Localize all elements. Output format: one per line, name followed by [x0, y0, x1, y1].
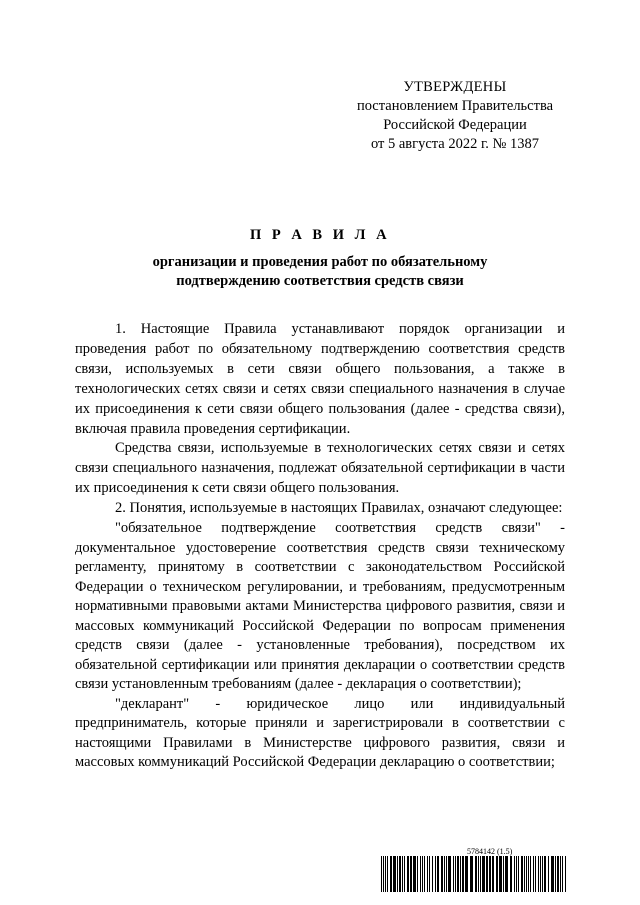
barcode-bar: [565, 856, 566, 892]
barcode-bar: [503, 856, 504, 892]
barcode-bar: [542, 856, 543, 892]
barcode-bar: [455, 856, 456, 892]
barcode-bar: [518, 856, 519, 892]
barcode-bar: [393, 856, 396, 892]
barcode-bar: [555, 856, 556, 892]
barcode-bar: [444, 856, 445, 892]
barcode-bar: [482, 856, 485, 892]
paragraph-3: 2. Понятия, используемые в настоящих Правилах, означают следующее:: [115, 500, 563, 517]
barcode-bar: [441, 856, 443, 892]
paragraph-5: "декларант" - юридическое лицо или индивидуальный предприниматель, которые приняли и зарегистрировали в соответствии с настоящими Правилами в Министерстве цифрового развития, связи и массовых коммуникаций Российской Федерации декларацию о соответствии;: [75, 695, 565, 771]
barcode-bar: [521, 856, 523, 892]
barcode-bar: [399, 856, 401, 892]
barcode-bar: [514, 856, 515, 892]
approval-line-2: Российской Федерации: [383, 117, 527, 133]
document-body: [75, 320, 565, 773]
barcode-bar: [516, 856, 517, 892]
barcode-bar: [480, 856, 481, 892]
barcode-bar: [510, 856, 512, 892]
barcode-bar: [446, 856, 447, 892]
barcode-bar: [465, 856, 468, 892]
barcode-bar: [496, 856, 498, 892]
document-code: 5784142 (1.5): [467, 847, 513, 856]
document-subtitle: [100, 253, 540, 291]
subtitle-line-1: организации и проведения работ по обязательному: [152, 254, 488, 270]
barcode-bar: [435, 856, 436, 892]
paragraph-2: Средства связи, используемые в технологических сетях связи и сетях связи специального назначения, подлежат обязательной сертификации в части их присоединения к сети связи общего пользования.: [75, 440, 565, 497]
barcode-bar: [385, 856, 386, 892]
paragraph-1: 1. Настоящие Правила устанавливают порядок организации и проведения работ по обязательному подтверждению соответствия средств связи, используемых в сети связи общего пользования, а также в технологических сетях связи и сетях связи специального назначения в случае их присоединения к сети связи общего пользования (далее - средства связи), включая правила проведения сертификации.: [75, 321, 565, 437]
barcode-bar: [470, 856, 473, 892]
barcode-bar: [486, 856, 488, 892]
barcode-bar: [390, 856, 392, 892]
barcode-bar: [544, 856, 546, 892]
barcode-bar: [499, 856, 502, 892]
barcode-bar: [383, 856, 384, 892]
barcode-image: [381, 856, 567, 892]
barcode-bar: [387, 856, 388, 892]
barcode-bar: [526, 856, 527, 892]
barcode-bar: [429, 856, 430, 892]
barcode-bar: [492, 856, 494, 892]
barcode-bar: [562, 856, 563, 892]
barcode-bar: [432, 856, 433, 892]
barcode-bar: [407, 856, 409, 892]
barcode-bar: [505, 856, 508, 892]
barcode-bar: [457, 856, 459, 892]
approval-line-3: от 5 августа 2022 г. № 1387: [370, 136, 540, 152]
barcode-bar: [410, 856, 412, 892]
barcode-bar: [397, 856, 398, 892]
barcode-bar: [424, 856, 425, 892]
barcode-bar: [381, 856, 382, 892]
barcode-bar: [560, 856, 561, 892]
barcode-bar: [538, 856, 539, 892]
barcode-bar: [530, 856, 531, 892]
barcode-bar: [478, 856, 479, 892]
subtitle-line-2: подтверждению соответствия средств связи: [176, 273, 464, 289]
barcode-bar: [540, 856, 541, 892]
barcode-bar: [460, 856, 461, 892]
barcode-bar: [404, 856, 405, 892]
document-title: П Р А В И Л А: [249, 227, 391, 243]
barcode-bar: [557, 856, 559, 892]
approval-line-1: постановлением Правительства: [356, 98, 554, 114]
barcode-bar: [524, 856, 525, 892]
barcode-bar: [548, 856, 549, 892]
barcode-bar: [551, 856, 554, 892]
barcode-bar: [402, 856, 403, 892]
barcode-bar: [448, 856, 451, 892]
barcode-bar: [437, 856, 439, 892]
approval-title: УТВЕРЖДЕНЫ: [403, 79, 507, 95]
barcode-bar: [462, 856, 464, 892]
approval-stamp: [340, 78, 570, 154]
barcode-bar: [427, 856, 428, 892]
barcode-bar: [475, 856, 477, 892]
barcode-bar: [489, 856, 491, 892]
barcode-bar: [535, 856, 536, 892]
barcode-bar: [422, 856, 423, 892]
barcode-bar: [417, 856, 418, 892]
barcode-bar: [528, 856, 529, 892]
paragraph-4: "обязательное подтверждение соответствия средств связи" - документальное удостоверение соответствия средств связи техническому регламенту, принятому в соответствии с законодательством Российской Федерации о техническом регулировании, и требованиям, предусмотренным нормативными правовыми актами Министерства цифрового развития, связи и массовых коммуникаций Российской Федерации по вопросам применения средств связи (далее - установленные требования), посредством их обязательной сертификации или принятия декларации о соответствии средств связи установленным требованиям (далее - декларация о соответствии);: [75, 520, 565, 693]
barcode-bar: [420, 856, 421, 892]
barcode-bar: [453, 856, 454, 892]
barcode-bar: [533, 856, 534, 892]
barcode-bar: [413, 856, 416, 892]
